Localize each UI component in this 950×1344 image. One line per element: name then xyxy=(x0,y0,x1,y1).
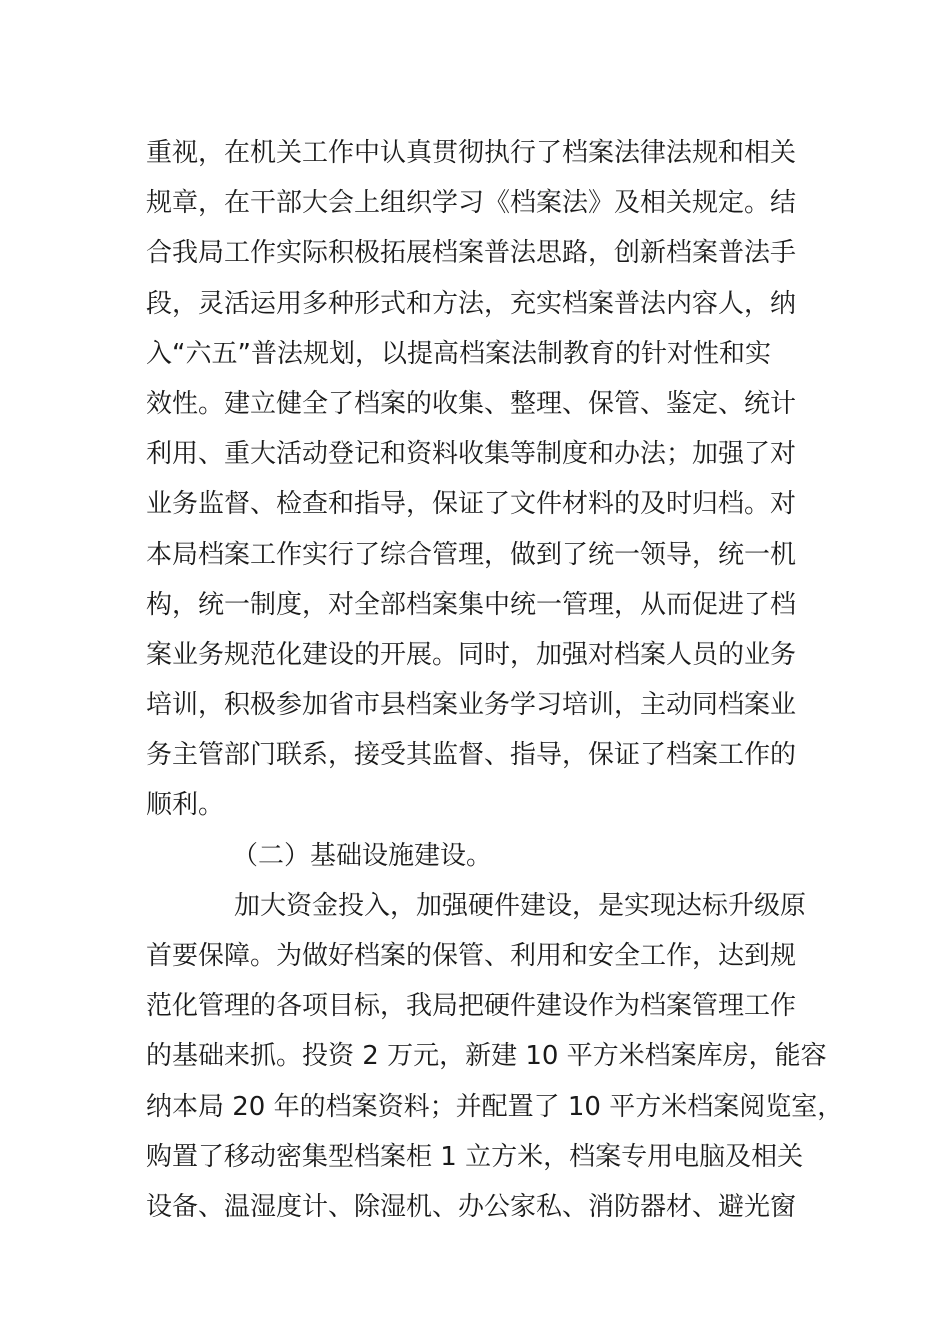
text-line: 购置了移动密集型档案柜 1 立方米，档案专用电脑及相关 xyxy=(146,1141,804,1172)
text-line: 入“六五”普法规划，以提高档案法制教育的针对性和实 xyxy=(146,338,771,369)
text-line: 首要保障。为做好档案的保管、利用和安全工作，达到规 xyxy=(146,941,797,971)
text-line: 规章，在干部大会上组织学习《档案法》及相关规定。结 xyxy=(146,188,797,219)
text-line: 效性。建立健全了档案的收集、整理、保管、鉴定、统计 xyxy=(146,388,797,419)
text-line: 段，灵活运用多种形式和方法，充实档案普法内容人，纳 xyxy=(146,288,797,319)
text-line: 构，统一制度，对全部档案集中统一管理，从而促进了档 xyxy=(146,589,797,620)
text-line: 范化管理的各项目标，我局把硬件建设作为档案管理工作 xyxy=(146,991,797,1022)
text-line: 加大资金投入，加强硬件建设，是实现达标升级原 xyxy=(234,890,807,921)
text-line: 务主管部门联系，接受其监督、指导，保证了档案工作的 xyxy=(146,740,797,771)
text-line: 设备、温湿度计、除湿机、办公家私、消防器材、避光窗 xyxy=(146,1191,797,1222)
text-line: 纳本局 20 年的档案资料；并配置了 10 平方米档案阅览室， xyxy=(146,1091,844,1122)
text-line: 本局档案工作实行了综合管理，做到了统一领导，统一机 xyxy=(146,539,797,570)
text-line: 利用、重大活动登记和资料收集等制度和办法；加强了对 xyxy=(146,439,797,470)
text-line: 培训，积极参加省市县档案业务学习培训，主动同档案业 xyxy=(146,690,797,721)
text-line: 业务监督、检查和指导，保证了文件材料的及时归档。对 xyxy=(146,489,797,520)
text-line: 的基础来抓。投资 2 万元，新建 10 平方米档案库房，能容 xyxy=(146,1041,827,1072)
text-line: 案业务规范化建设的开展。同时，加强对档案人员的业务 xyxy=(146,639,797,670)
text-line: 重视，在机关工作中认真贯彻执行了档案法律法规和相关 xyxy=(146,138,797,168)
body-text xyxy=(146,128,844,1232)
text-line: 顺利。 xyxy=(146,790,225,821)
section-heading: （二）基础设施建设。 xyxy=(232,840,493,871)
text-line: 合我局工作实际积极拓展档案普法思路，创新档案普法手 xyxy=(146,238,797,269)
